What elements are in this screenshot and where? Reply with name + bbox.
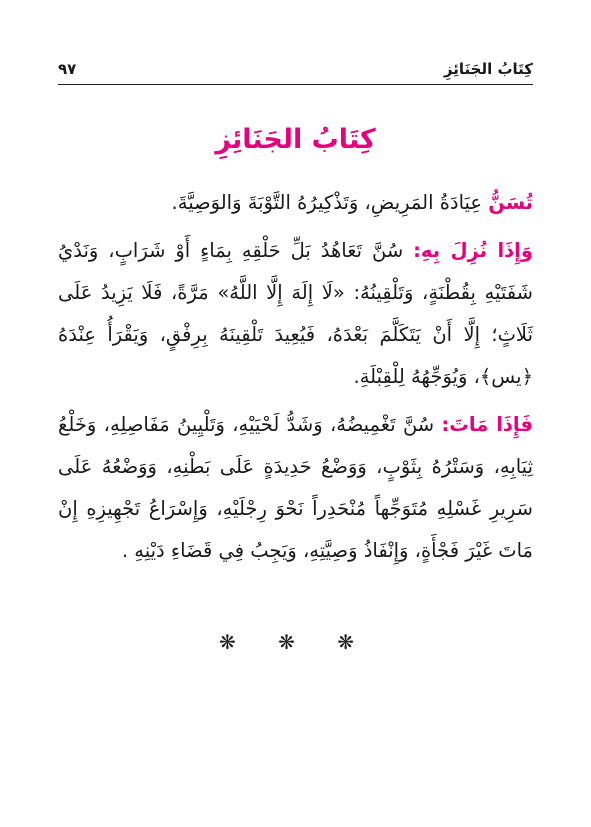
body-text (58, 182, 533, 578)
paragraph-after-death (58, 404, 533, 572)
paragraph-visiting-sick (58, 182, 533, 224)
section-separator: ❋ ❋ ❋ (219, 630, 372, 654)
paragraph-text: عِيَادَةُ المَرِيضِ، وَتَذْكِيرُهُ التَّوْبَةَ وَالوَصِيَّةَ. (171, 191, 489, 214)
paragraph-lead: فَإِذَا مَاتَ: (441, 413, 534, 436)
chapter-title: كِتَابُ الجَنَائِزِ (215, 124, 376, 155)
paragraph-dying (58, 230, 533, 398)
paragraph-lead: تُسَنُّ (488, 191, 533, 214)
paragraph-lead: وَإِذَا نُزِلَ بِهِ: (413, 239, 533, 262)
header-title: كِتَابُ الجَنَائِزِ (443, 60, 533, 78)
running-header (58, 58, 533, 85)
paragraph-text: سُنَّ تَغْمِيضُهُ، وَشَدُّ لَحْيَيْهِ، وَتَلْيِينُ مَفَاصِلِهِ، وَخَلْعُ ثِيَابِهِ، وَسَتْرُهُ بِثَوْبٍ، وَوَضْعُ حَدِيدَةٍ عَلَى بَطْنِهِ، وَوَضْعُهُ عَلَى سَرِيرِ غَسْلِهِ مُتَوَجِّهاً مُنْحَدِراً نَحْوَ رِجْلَيْهِ، وَإِسْرَاعُ تَجْهِيزِهِ إِنْ مَاتَ غَيْرَ فَجْأَةٍ، وَإِنْفَاذُ وَصِيَّتِهِ، وَيَجِبُ فِي قَضَاءِ دَيْنِهِ . (58, 413, 533, 562)
page-number: ٩٧ (58, 60, 77, 78)
paragraph-text: سُنَّ تَعَاهُدُ بَلِّ حَلْقِهِ بِمَاءٍ أَوْ شَرَابٍ، وَنَدْيُ شَفَتَيْهِ بِقُطْنَةٍ، وَتَلْقِينُهُ: «لَا إِلَهَ إِلَّا اللَّهُ» مَرَّةً، فَلَا يَزِيدُ عَلَى ثَلَاثٍ؛ إِلَّا أَنْ يَتَكَلَّمَ بَعْدَهُ، فَيُعِيدَ تَلْقِينَهُ بِرِفْقٍ، وَيَقْرَأُ عِنْدَهُ ﴿يس﴾، وَيُوَجِّهُهُ لِلْقِبْلَةِ. (58, 239, 533, 388)
